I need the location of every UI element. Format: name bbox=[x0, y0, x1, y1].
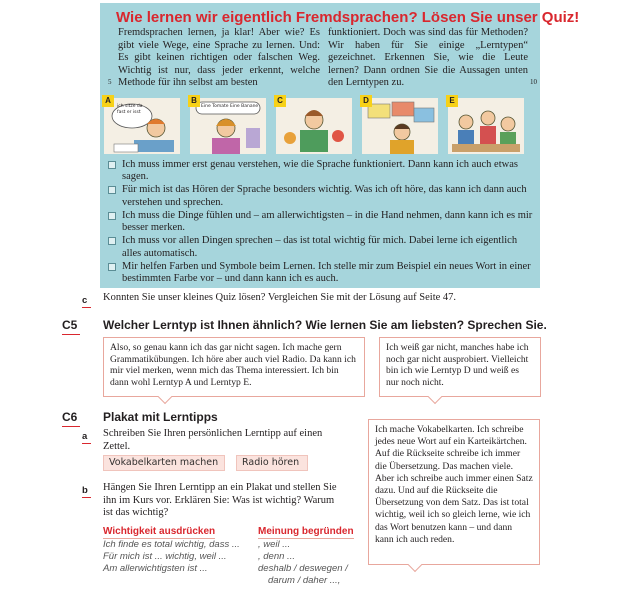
tip-importance-line: Am allerwichtigsten ist ... bbox=[103, 563, 208, 574]
c5-bubble-left-text: Also, so genau kann ich das gar nicht sagen. Ich mache gern Grammatikübungen. Ich höre aber auch viel Radio. Da kann ich mir viel merken, wenn mich das Thema interessiert. Ich bin dann wohl Lerntyp A und Lerntyp E. bbox=[110, 342, 356, 388]
statement-text: Für mich ist das Hören der Sprache besonders wichtig. Was ich oft höre, das kann ich dann auch verstehen und sprechen. bbox=[122, 184, 527, 208]
tip-reason-line: , weil ... bbox=[258, 539, 291, 550]
quiz-intro-left: Fremdsprachen lernen, ja klar! Aber wie? Es gibt viele Wege, eine Sprache zu lernen. Und: Es gibt keinen richtigen oder falschen Weg. Wichtig ist nur, dass jeder erkennt, welche Methode für ihn selbst am besten bbox=[118, 27, 320, 89]
statement-text: Ich muss immer erst genau verstehen, wie die Sprache funktioniert. Dann kann ich auch etwas sagen. bbox=[122, 159, 518, 183]
statement-item bbox=[106, 159, 536, 184]
section-c5-number: C5 bbox=[62, 318, 78, 332]
picture-d bbox=[362, 98, 438, 154]
quiz-intro-right: funktioniert. Doch was sind das für Methoden? Wir haben für Sie einige „Lerntypen“ gezeichnet. Erkennen Sie, wie die Leute lernen? Dann ordnen Sie die Aussagen unten den Lerntypen zu. bbox=[328, 27, 528, 89]
section-c6-title: Plakat mit Lerntipps bbox=[103, 410, 218, 424]
picture-a-bubble: ich sitze da fast er isst bbox=[117, 104, 143, 115]
c5-speech-bubble-left bbox=[103, 337, 365, 397]
picture-b bbox=[190, 98, 266, 154]
statement-text: Mir helfen Farben und Symbole beim Lernen. Ich stelle mir zum Beispiel ein neues Wort in einer bestimmten Farbe vor – und dann kann ich es auch. bbox=[122, 260, 531, 285]
tip-importance-heading: Wichtigkeit ausdrücken bbox=[103, 526, 216, 537]
tip-reason-line: darum / daher ..., bbox=[268, 575, 341, 586]
tip-reason-line: deshalb / deswegen / bbox=[258, 563, 348, 574]
line-number-right: 10 bbox=[530, 78, 537, 86]
task-b-text: Hängen Sie Ihren Lerntipp an ein Plakat und stellen Sie ihn im Kurs vor. Erklären Sie: Was ist wichtig? Warum ist das wichtig? bbox=[103, 482, 337, 519]
checkbox[interactable] bbox=[108, 237, 116, 245]
c5-speech-bubble-right bbox=[379, 337, 541, 397]
c5-bubble-right-text: Ich weiß gar nicht, manches habe ich noch gar nicht ausprobiert. Vielleicht bin ich wie Lerntyp D und weiß es nur noch nicht. bbox=[386, 342, 529, 388]
tip-reason-line: , denn ... bbox=[258, 551, 295, 562]
colored-cards-illustration-icon bbox=[362, 98, 438, 154]
checkbox[interactable] bbox=[108, 263, 116, 271]
section-c6-number: C6 bbox=[62, 410, 78, 424]
statement-item bbox=[106, 235, 536, 260]
statement-list bbox=[106, 159, 536, 286]
task-c-text: Konnten Sie unser kleines Quiz lösen? Vergleichen Sie mit der Lösung auf Seite 47. bbox=[103, 292, 457, 303]
picture-e bbox=[448, 98, 524, 154]
picture-letter-d: D bbox=[360, 95, 372, 107]
checkbox[interactable] bbox=[108, 186, 116, 194]
statement-item bbox=[106, 261, 536, 286]
checkbox[interactable] bbox=[108, 212, 116, 220]
picture-letter-b: B bbox=[188, 95, 200, 107]
quiz-title: Wie lernen wir eigentlich Fremdsprachen? Lösen Sie unser Quiz! bbox=[116, 9, 580, 26]
task-b-letter: b bbox=[82, 485, 88, 496]
speaking-group-illustration-icon bbox=[448, 98, 524, 154]
statement-item bbox=[106, 210, 536, 235]
picture-b-bubble: Eine Tomate Eine Banane bbox=[201, 104, 259, 109]
tip-importance-line: Ich finde es total wichtig, dass ... bbox=[103, 539, 240, 550]
note-vokabelkarten: Vokabelkarten machen bbox=[103, 455, 225, 471]
statement-text: Ich muss vor allen Dingen sprechen – das ist total wichtig für mich. Dabei lerne ich eigentlich alles automatisch. bbox=[122, 235, 518, 259]
statement-item bbox=[106, 184, 536, 209]
picture-a bbox=[104, 98, 180, 154]
checkbox[interactable] bbox=[108, 161, 116, 169]
section-c5-title: Welcher Lerntyp ist Ihnen ähnlich? Wie lernen Sie am liebsten? Sprechen Sie. bbox=[103, 318, 547, 332]
hands-on-learner-illustration-icon bbox=[276, 98, 352, 154]
statement-text: Ich muss die Dinge fühlen und – am allerwichtigsten – in die Hand nehmen, dann kann ich es mir besser merken. bbox=[122, 209, 533, 234]
c6-speech-bubble bbox=[368, 419, 540, 565]
c6-bubble-text: Ich mache Vokabelkarten. Ich schreibe jedes neue Wort auf ein Karteikärtchen. Auf die Rückseite schreibe ich immer die Übersetzung. Das machen viele. Aber ich schreibe auch immer einen Satz dazu. Und auf die Rückseite die Übersetzung von dem Satz. Das ist total wichtig, weil ich so gleich lerne, wie ich das Wort benutzen kann – und dann kann ich auch reden. bbox=[375, 424, 533, 545]
note-radio: Radio hören bbox=[236, 455, 308, 471]
task-c-letter: c bbox=[82, 295, 88, 306]
task-a-letter: a bbox=[82, 431, 88, 442]
quiz-panel bbox=[100, 3, 580, 288]
tip-reason-heading: Meinung begründen bbox=[258, 526, 354, 537]
task-a-text: Schreiben Sie Ihren persönlichen Lerntipp auf einen Zettel. bbox=[103, 428, 323, 452]
picture-letter-c: C bbox=[274, 95, 286, 107]
tip-importance-line: Für mich ist ... wichtig, weil ... bbox=[103, 551, 227, 562]
picture-c bbox=[276, 98, 352, 154]
picture-letter-a: A bbox=[102, 95, 114, 107]
picture-letter-e: E bbox=[446, 95, 458, 107]
line-number-left: 5 bbox=[108, 78, 112, 86]
